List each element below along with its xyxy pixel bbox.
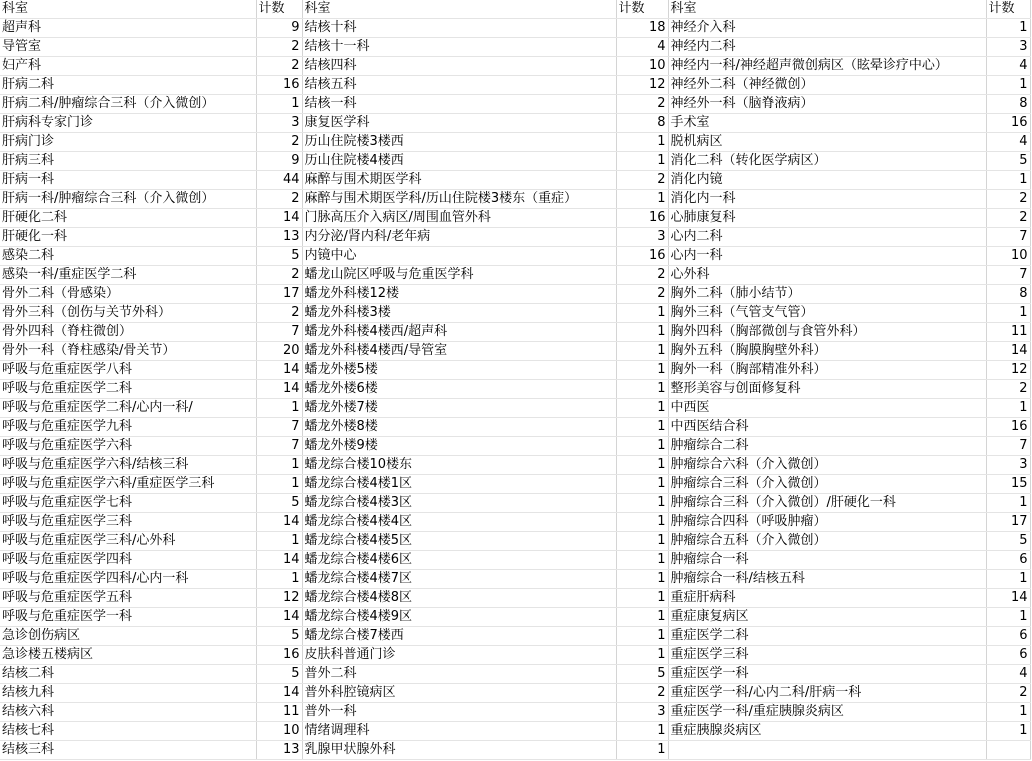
dept-cell[interactable]: 门脉高压介入病区/周围血管外科 — [302, 209, 616, 228]
count-cell[interactable]: 11 — [986, 323, 1030, 342]
count-cell[interactable]: 1 — [616, 380, 668, 399]
count-cell[interactable]: 14 — [986, 589, 1030, 608]
dept-cell[interactable]: 胸外五科（胸膜胸壁外科） — [668, 342, 986, 361]
count-cell[interactable]: 16 — [256, 646, 302, 665]
dept-cell[interactable]: 蟠龙综合楼4楼8区 — [302, 589, 616, 608]
count-cell[interactable]: 2 — [986, 684, 1030, 703]
dept-cell[interactable]: 肝硬化一科 — [0, 228, 256, 247]
dept-cell[interactable]: 肿瘤综合六科（介入微创） — [668, 456, 986, 475]
count-cell[interactable]: 15 — [986, 475, 1030, 494]
dept-cell[interactable]: 呼吸与危重症医学五科 — [0, 589, 256, 608]
dept-cell[interactable]: 肿瘤综合三科（介入微创） — [668, 475, 986, 494]
table-row — [0, 570, 1030, 589]
count-cell[interactable]: 6 — [986, 551, 1030, 570]
dept-cell[interactable]: 肝病一科 — [0, 171, 256, 190]
count-cell[interactable]: 14 — [256, 513, 302, 532]
table-row — [0, 627, 1030, 646]
table-row — [0, 76, 1030, 95]
dept-cell[interactable]: 呼吸与危重症医学九科 — [0, 418, 256, 437]
dept-cell[interactable]: 肝硬化二科 — [0, 209, 256, 228]
dept-cell[interactable]: 蟠龙外楼9楼 — [302, 437, 616, 456]
count-cell[interactable]: 7 — [986, 266, 1030, 285]
dept-cell[interactable]: 急诊创伤病区 — [0, 627, 256, 646]
dept-cell[interactable]: 肝病科专家门诊 — [0, 114, 256, 133]
table-row — [0, 133, 1030, 152]
table-row — [0, 589, 1030, 608]
count-cell[interactable]: 7 — [256, 418, 302, 437]
count-cell[interactable]: 1 — [616, 570, 668, 589]
dept-cell[interactable]: 呼吸与危重症医学七科 — [0, 494, 256, 513]
dept-cell[interactable]: 肿瘤综合二科 — [668, 437, 986, 456]
dept-cell[interactable]: 肝病门诊 — [0, 133, 256, 152]
dept-cell[interactable]: 中西医结合科 — [668, 418, 986, 437]
header-count-1[interactable]: 计数 — [256, 0, 302, 19]
count-cell[interactable]: 2 — [256, 133, 302, 152]
dept-cell[interactable]: 蟠龙外楼8楼 — [302, 418, 616, 437]
dept-cell[interactable]: 蟠龙综合楼4楼4区 — [302, 513, 616, 532]
dept-cell[interactable]: 心外科 — [668, 266, 986, 285]
dept-cell[interactable]: 呼吸与危重症医学六科/结核三科 — [0, 456, 256, 475]
count-cell[interactable]: 5 — [986, 532, 1030, 551]
count-cell[interactable]: 1 — [616, 152, 668, 171]
dept-cell[interactable]: 肝病三科 — [0, 152, 256, 171]
dept-cell[interactable]: 结核十一科 — [302, 38, 616, 57]
count-cell[interactable]: 1 — [616, 627, 668, 646]
dept-cell[interactable]: 蟠龙外楼6楼 — [302, 380, 616, 399]
table-row — [0, 266, 1030, 285]
count-cell[interactable]: 1 — [986, 703, 1030, 722]
header-dept-1[interactable]: 科室 — [0, 0, 256, 19]
count-cell[interactable]: 12 — [616, 76, 668, 95]
dept-cell[interactable]: 胸外二科（肺小结节） — [668, 285, 986, 304]
dept-cell[interactable]: 手术室 — [668, 114, 986, 133]
dept-cell[interactable]: 神经外一科（脑脊液病） — [668, 95, 986, 114]
count-cell[interactable]: 6 — [986, 627, 1030, 646]
table-row — [0, 342, 1030, 361]
dept-cell[interactable]: 蟠龙综合楼7楼西 — [302, 627, 616, 646]
table-row — [0, 646, 1030, 665]
dept-cell[interactable]: 蟠龙外科楼4楼西/导管室 — [302, 342, 616, 361]
dept-cell[interactable]: 内镜中心 — [302, 247, 616, 266]
count-cell[interactable]: 2 — [986, 209, 1030, 228]
dept-cell[interactable]: 蟠龙山院区呼吸与危重医学科 — [302, 266, 616, 285]
count-cell[interactable]: 1 — [986, 722, 1030, 741]
dept-cell[interactable]: 骨外四科（脊柱微创） — [0, 323, 256, 342]
table-row — [0, 323, 1030, 342]
count-cell[interactable]: 14 — [256, 380, 302, 399]
count-cell[interactable]: 1 — [616, 133, 668, 152]
count-cell[interactable]: 17 — [986, 513, 1030, 532]
count-cell[interactable]: 9 — [256, 152, 302, 171]
dept-cell[interactable]: 消化内一科 — [668, 190, 986, 209]
count-cell[interactable]: 10 — [256, 722, 302, 741]
dept-cell[interactable]: 结核二科 — [0, 665, 256, 684]
count-cell[interactable]: 4 — [986, 57, 1030, 76]
count-cell[interactable]: 1 — [616, 532, 668, 551]
table-row — [0, 380, 1030, 399]
dept-cell[interactable]: 呼吸与危重症医学二科/心内一科/ — [0, 399, 256, 418]
count-cell[interactable]: 7 — [986, 228, 1030, 247]
count-cell[interactable]: 1 — [256, 475, 302, 494]
count-cell[interactable]: 1 — [986, 76, 1030, 95]
count-cell[interactable]: 1 — [616, 608, 668, 627]
table-row — [0, 228, 1030, 247]
table-row — [0, 684, 1030, 703]
count-cell[interactable]: 12 — [986, 361, 1030, 380]
dept-cell[interactable]: 蟠龙综合楼10楼东 — [302, 456, 616, 475]
count-cell[interactable]: 1 — [986, 171, 1030, 190]
count-cell[interactable]: 8 — [986, 285, 1030, 304]
count-cell[interactable]: 3 — [616, 228, 668, 247]
dept-cell[interactable]: 感染一科/重症医学二科 — [0, 266, 256, 285]
count-cell[interactable]: 1 — [986, 399, 1030, 418]
header-dept-3[interactable]: 科室 — [668, 0, 986, 19]
dept-cell[interactable]: 脱机病区 — [668, 133, 986, 152]
count-cell[interactable]: 2 — [616, 285, 668, 304]
count-cell[interactable]: 3 — [256, 114, 302, 133]
dept-cell[interactable]: 整形美容与创面修复科 — [668, 380, 986, 399]
count-cell[interactable]: 14 — [256, 361, 302, 380]
count-cell[interactable]: 13 — [256, 228, 302, 247]
count-cell[interactable]: 6 — [986, 646, 1030, 665]
dept-cell[interactable]: 结核四科 — [302, 57, 616, 76]
table-row — [0, 475, 1030, 494]
count-cell[interactable]: 1 — [616, 741, 668, 760]
dept-cell[interactable]: 急诊楼五楼病区 — [0, 646, 256, 665]
dept-cell[interactable]: 神经内二科 — [668, 38, 986, 57]
dept-cell[interactable]: 骨外二科（骨感染） — [0, 285, 256, 304]
count-cell[interactable]: 5 — [256, 627, 302, 646]
count-cell[interactable]: 2 — [256, 304, 302, 323]
dept-cell[interactable]: 普外一科 — [302, 703, 616, 722]
dept-cell[interactable]: 麻醉与围术期医学科 — [302, 171, 616, 190]
dept-cell[interactable]: 历山住院楼3楼西 — [302, 133, 616, 152]
count-cell[interactable]: 1 — [986, 570, 1030, 589]
count-cell[interactable]: 8 — [616, 114, 668, 133]
count-cell[interactable]: 2 — [986, 190, 1030, 209]
dept-cell[interactable]: 结核十科 — [302, 19, 616, 38]
count-cell[interactable]: 8 — [986, 95, 1030, 114]
dept-cell[interactable]: 蟠龙综合楼4楼7区 — [302, 570, 616, 589]
count-cell[interactable]: 1 — [616, 304, 668, 323]
table-row — [0, 722, 1030, 741]
count-cell[interactable]: 10 — [986, 247, 1030, 266]
count-cell[interactable]: 44 — [256, 171, 302, 190]
table-row — [0, 399, 1030, 418]
count-cell[interactable]: 2 — [256, 266, 302, 285]
count-cell[interactable]: 2 — [616, 171, 668, 190]
table-row — [0, 190, 1030, 209]
dept-cell[interactable]: 心内一科 — [668, 247, 986, 266]
header-row — [0, 0, 1030, 19]
count-cell[interactable]: 1 — [616, 475, 668, 494]
dept-cell[interactable]: 普外科腔镜病区 — [302, 684, 616, 703]
dept-cell[interactable]: 消化内镜 — [668, 171, 986, 190]
dept-cell[interactable]: 历山住院楼4楼西 — [302, 152, 616, 171]
dept-cell[interactable]: 呼吸与危重症医学六科/重症医学三科 — [0, 475, 256, 494]
dept-cell[interactable]: 普外二科 — [302, 665, 616, 684]
table-row — [0, 418, 1030, 437]
count-cell[interactable]: 14 — [256, 608, 302, 627]
count-cell[interactable]: 1 — [616, 513, 668, 532]
count-cell[interactable]: 1 — [986, 494, 1030, 513]
count-cell[interactable]: 10 — [616, 57, 668, 76]
dept-cell[interactable]: 结核五科 — [302, 76, 616, 95]
table-row — [0, 437, 1030, 456]
dept-cell[interactable]: 肝病二科/肿瘤综合三科（介入微创） — [0, 95, 256, 114]
count-cell[interactable]: 2 — [616, 684, 668, 703]
count-cell[interactable]: 1 — [616, 437, 668, 456]
table-row — [0, 703, 1030, 722]
count-cell[interactable]: 3 — [986, 456, 1030, 475]
dept-cell[interactable]: 蟠龙外科楼3楼 — [302, 304, 616, 323]
count-cell[interactable]: 2 — [256, 57, 302, 76]
header-count-3[interactable]: 计数 — [986, 0, 1030, 19]
table-row — [0, 209, 1030, 228]
table-row — [0, 494, 1030, 513]
dept-cell[interactable]: 皮肤科普通门诊 — [302, 646, 616, 665]
count-cell[interactable] — [986, 741, 1030, 760]
dept-cell[interactable]: 蟠龙综合楼4楼9区 — [302, 608, 616, 627]
count-cell[interactable]: 2 — [986, 380, 1030, 399]
count-cell[interactable]: 16 — [616, 209, 668, 228]
count-cell[interactable]: 1 — [616, 418, 668, 437]
table-row — [0, 152, 1030, 171]
dept-cell[interactable]: 肿瘤综合一科/结核五科 — [668, 570, 986, 589]
dept-cell[interactable]: 乳腺甲状腺外科 — [302, 741, 616, 760]
dept-cell[interactable]: 肝病一科/肿瘤综合三科（介入微创） — [0, 190, 256, 209]
count-cell[interactable]: 1 — [256, 399, 302, 418]
dept-cell[interactable]: 呼吸与危重症医学二科 — [0, 380, 256, 399]
dept-cell[interactable]: 重症医学二科 — [668, 627, 986, 646]
table-row — [0, 38, 1030, 57]
dept-cell[interactable]: 呼吸与危重症医学四科/心内一科 — [0, 570, 256, 589]
dept-cell[interactable]: 重症医学三科 — [668, 646, 986, 665]
count-cell[interactable]: 4 — [986, 665, 1030, 684]
table-row — [0, 665, 1030, 684]
dept-cell[interactable]: 蟠龙综合楼4楼6区 — [302, 551, 616, 570]
dept-cell[interactable]: 蟠龙综合楼4楼5区 — [302, 532, 616, 551]
count-cell[interactable]: 14 — [986, 342, 1030, 361]
dept-cell[interactable]: 重症医学一科 — [668, 665, 986, 684]
dept-cell[interactable]: 神经介入科 — [668, 19, 986, 38]
dept-cell[interactable]: 肝病二科 — [0, 76, 256, 95]
count-cell[interactable]: 2 — [616, 266, 668, 285]
dept-cell[interactable]: 骨外三科（创伤与关节外科） — [0, 304, 256, 323]
count-cell[interactable]: 2 — [256, 190, 302, 209]
count-cell[interactable]: 1 — [616, 589, 668, 608]
dept-cell[interactable]: 重症医学一科/心内二科/肝病一科 — [668, 684, 986, 703]
dept-cell[interactable]: 导管室 — [0, 38, 256, 57]
count-cell[interactable]: 4 — [616, 38, 668, 57]
table-row — [0, 551, 1030, 570]
table-row — [0, 608, 1030, 627]
count-cell[interactable]: 11 — [256, 703, 302, 722]
count-cell[interactable]: 1 — [986, 608, 1030, 627]
dept-cell[interactable]: 内分泌/肾内科/老年病 — [302, 228, 616, 247]
count-cell[interactable]: 14 — [256, 684, 302, 703]
count-cell[interactable]: 5 — [256, 665, 302, 684]
table-row — [0, 247, 1030, 266]
dept-cell[interactable]: 妇产科 — [0, 57, 256, 76]
dept-cell[interactable]: 麻醉与围术期医学科/历山住院楼3楼东（重症） — [302, 190, 616, 209]
dept-cell[interactable]: 肿瘤综合三科（介入微创）/肝硬化一科 — [668, 494, 986, 513]
dept-cell[interactable]: 重症肝病科 — [668, 589, 986, 608]
dept-cell[interactable]: 胸外三科（气管支气管） — [668, 304, 986, 323]
count-cell[interactable]: 1 — [616, 190, 668, 209]
count-cell[interactable]: 16 — [986, 418, 1030, 437]
count-cell[interactable]: 1 — [256, 95, 302, 114]
table-row — [0, 741, 1030, 760]
count-cell[interactable]: 1 — [256, 532, 302, 551]
count-cell[interactable]: 14 — [256, 551, 302, 570]
dept-cell[interactable]: 神经内一科/神经超声微创病区（眩晕诊疗中心） — [668, 57, 986, 76]
count-cell[interactable]: 5 — [256, 494, 302, 513]
count-cell[interactable]: 7 — [256, 323, 302, 342]
count-cell[interactable]: 1 — [616, 551, 668, 570]
dept-cell[interactable]: 消化二科（转化医学病区） — [668, 152, 986, 171]
count-cell[interactable]: 7 — [256, 437, 302, 456]
dept-cell[interactable]: 呼吸与危重症医学六科 — [0, 437, 256, 456]
count-cell[interactable]: 9 — [256, 19, 302, 38]
dept-cell[interactable]: 蟠龙综合楼4楼1区 — [302, 475, 616, 494]
dept-cell[interactable]: 结核七科 — [0, 722, 256, 741]
count-cell[interactable]: 1 — [986, 19, 1030, 38]
count-cell[interactable]: 16 — [986, 114, 1030, 133]
dept-cell[interactable]: 呼吸与危重症医学三科 — [0, 513, 256, 532]
count-cell[interactable]: 1 — [256, 570, 302, 589]
dept-cell[interactable]: 结核六科 — [0, 703, 256, 722]
dept-cell[interactable]: 神经外二科（神经微创） — [668, 76, 986, 95]
dept-cell[interactable]: 重症胰腺炎病区 — [668, 722, 986, 741]
dept-cell[interactable] — [668, 741, 986, 760]
table-row — [0, 171, 1030, 190]
count-cell[interactable]: 14 — [256, 209, 302, 228]
count-cell[interactable]: 1 — [616, 342, 668, 361]
dept-cell[interactable]: 肿瘤综合四科（呼吸肿瘤） — [668, 513, 986, 532]
dept-cell[interactable]: 超声科 — [0, 19, 256, 38]
dept-cell[interactable]: 康复医学科 — [302, 114, 616, 133]
dept-cell[interactable]: 肿瘤综合五科（介入微创） — [668, 532, 986, 551]
count-cell[interactable]: 1 — [616, 722, 668, 741]
dept-cell[interactable]: 呼吸与危重症医学八科 — [0, 361, 256, 380]
count-cell[interactable]: 2 — [256, 38, 302, 57]
table-row — [0, 304, 1030, 323]
count-cell[interactable]: 13 — [256, 741, 302, 760]
count-cell[interactable]: 1 — [616, 323, 668, 342]
count-cell[interactable]: 17 — [256, 285, 302, 304]
table-row — [0, 456, 1030, 475]
count-cell[interactable]: 5 — [616, 665, 668, 684]
count-cell[interactable]: 4 — [986, 133, 1030, 152]
dept-cell[interactable]: 蟠龙外楼5楼 — [302, 361, 616, 380]
dept-cell[interactable]: 结核三科 — [0, 741, 256, 760]
dept-cell[interactable]: 心内二科 — [668, 228, 986, 247]
count-cell[interactable]: 2 — [616, 95, 668, 114]
count-cell[interactable]: 5 — [256, 247, 302, 266]
dept-cell[interactable]: 胸外四科（胸部微创与食管外科） — [668, 323, 986, 342]
dept-cell[interactable]: 骨外一科（脊柱感染/骨关节） — [0, 342, 256, 361]
dept-cell[interactable]: 呼吸与危重症医学一科 — [0, 608, 256, 627]
table-row — [0, 95, 1030, 114]
dept-cell[interactable]: 结核九科 — [0, 684, 256, 703]
count-cell[interactable]: 1 — [256, 456, 302, 475]
dept-cell[interactable]: 肿瘤综合一科 — [668, 551, 986, 570]
dept-cell[interactable]: 蟠龙外科楼4楼西/超声科 — [302, 323, 616, 342]
header-dept-2[interactable]: 科室 — [302, 0, 616, 19]
count-cell[interactable]: 3 — [616, 703, 668, 722]
count-cell[interactable]: 16 — [616, 247, 668, 266]
dept-cell[interactable]: 重症康复病区 — [668, 608, 986, 627]
dept-cell[interactable]: 蟠龙外科楼12楼 — [302, 285, 616, 304]
table-row — [0, 513, 1030, 532]
count-cell[interactable]: 3 — [986, 38, 1030, 57]
dept-cell[interactable]: 中西医 — [668, 399, 986, 418]
dept-cell[interactable]: 重症医学一科/重症胰腺炎病区 — [668, 703, 986, 722]
dept-cell[interactable]: 结核一科 — [302, 95, 616, 114]
count-cell[interactable]: 12 — [256, 589, 302, 608]
count-cell[interactable]: 16 — [256, 76, 302, 95]
dept-cell[interactable]: 感染二科 — [0, 247, 256, 266]
count-cell[interactable]: 1 — [986, 304, 1030, 323]
count-cell[interactable]: 20 — [256, 342, 302, 361]
header-count-2[interactable]: 计数 — [616, 0, 668, 19]
table-row — [0, 57, 1030, 76]
count-cell[interactable]: 1 — [616, 456, 668, 475]
dept-cell[interactable]: 心肺康复科 — [668, 209, 986, 228]
dept-cell[interactable]: 蟠龙外楼7楼 — [302, 399, 616, 418]
count-cell[interactable]: 1 — [616, 399, 668, 418]
count-cell[interactable]: 7 — [986, 437, 1030, 456]
dept-cell[interactable]: 呼吸与危重症医学三科/心外科 — [0, 532, 256, 551]
table-row — [0, 361, 1030, 380]
table-row — [0, 114, 1030, 133]
table-row — [0, 19, 1030, 38]
table-row — [0, 532, 1030, 551]
dept-cell[interactable]: 呼吸与危重症医学四科 — [0, 551, 256, 570]
dept-cell[interactable]: 蟠龙综合楼4楼3区 — [302, 494, 616, 513]
table-row — [0, 285, 1030, 304]
count-cell[interactable]: 1 — [616, 494, 668, 513]
dept-cell[interactable]: 胸外一科（胸部精准外科） — [668, 361, 986, 380]
dept-cell[interactable]: 情绪调理科 — [302, 722, 616, 741]
count-cell[interactable]: 1 — [616, 361, 668, 380]
count-cell[interactable]: 1 — [616, 646, 668, 665]
count-cell[interactable]: 5 — [986, 152, 1030, 171]
count-cell[interactable]: 18 — [616, 19, 668, 38]
